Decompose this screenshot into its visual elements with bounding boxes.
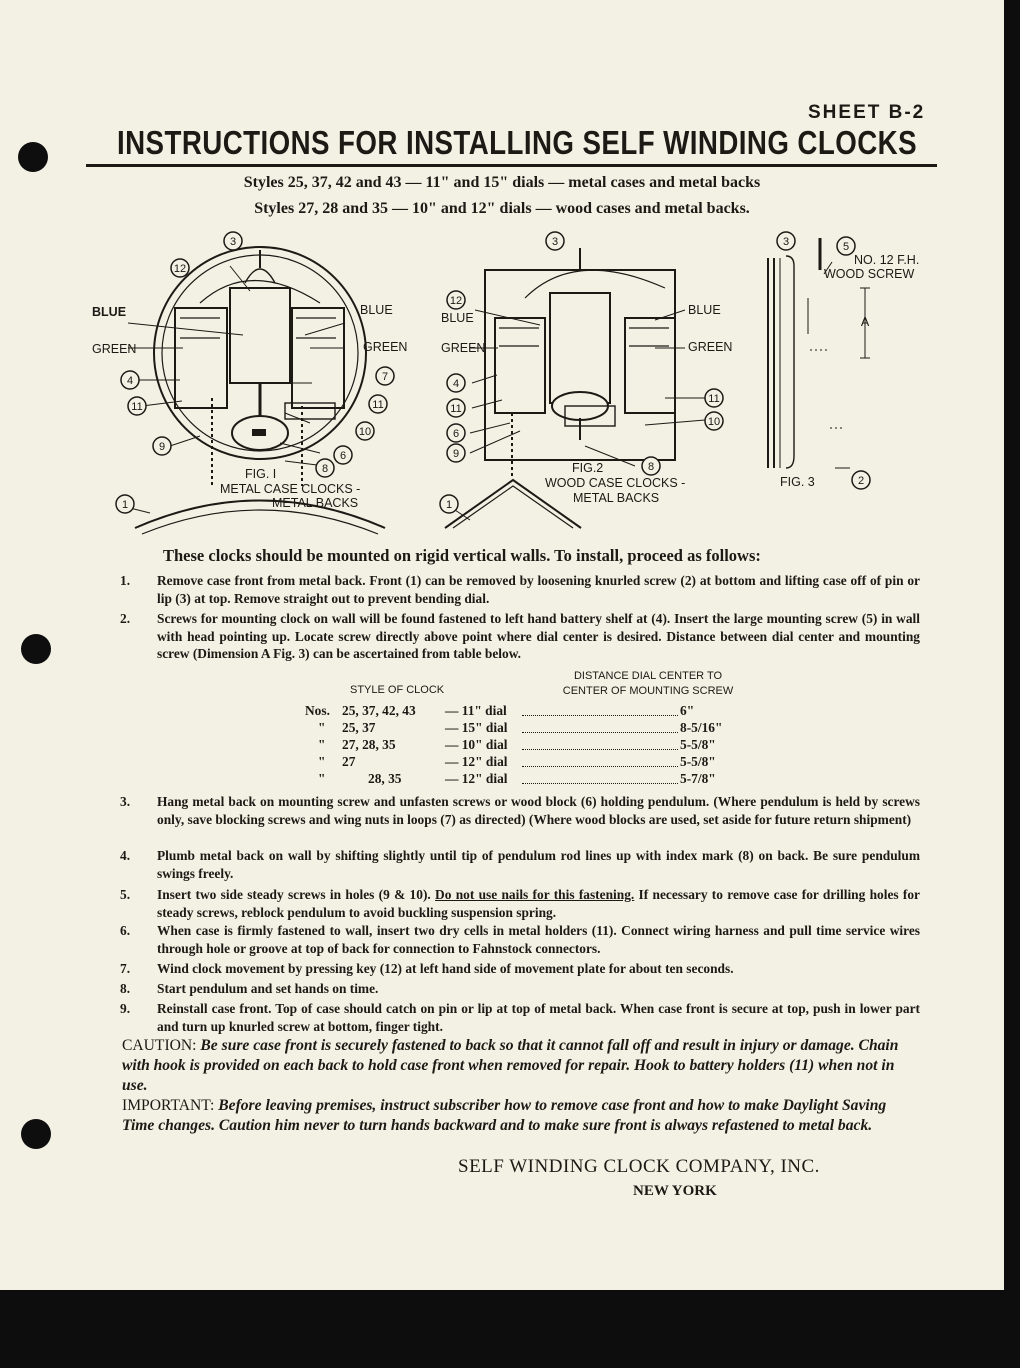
installation-diagram xyxy=(80,228,940,540)
fig2-blue-label-left: BLUE xyxy=(441,311,474,325)
svg-text:12: 12 xyxy=(449,295,463,307)
callout-8 xyxy=(642,457,660,475)
svg-text:1: 1 xyxy=(121,499,129,511)
callout-12 xyxy=(447,291,465,309)
step-5: 5. Insert two side steady screws in holes (9 & 10). Do not use nails for this fastening. If necessary to remove case for drilling holes for steady screws, reblock pendulum to avoid buckling suspension spring. xyxy=(120,887,920,920)
step-2: 2. Screws for mounting clock on wall will be found fastened to left hand battery shelf at (4). Insert the large mounting screw (5) in wall with head pointing up. Locate screw directly above point where dial center is desired. Distance between dial center and mounting screw (Dimension A Fig. 3) can be ascertained from table below. xyxy=(120,611,920,662)
fig1-caption-1: FIG. I xyxy=(245,467,277,481)
svg-text:3: 3 xyxy=(782,236,790,248)
company-city: NEW YORK xyxy=(633,1183,717,1199)
callout-11 xyxy=(128,397,146,415)
fig2-caption-2: WOOD CASE CLOCKS - xyxy=(545,476,686,490)
fig2-green-label-right: GREEN xyxy=(688,340,733,354)
svg-text:10: 10 xyxy=(707,416,721,428)
svg-text:6: 6 xyxy=(339,450,347,462)
svg-text:11: 11 xyxy=(372,399,384,411)
svg-text:9: 9 xyxy=(158,441,166,453)
callout-8 xyxy=(316,459,334,477)
styles-line-1: Styles 25, 37, 42 and 43 — 11" and 15" dials — metal cases and metal backs xyxy=(243,174,761,191)
fig2-green-label-left: GREEN xyxy=(441,341,486,355)
svg-text:10: 10 xyxy=(358,426,372,438)
table-header-distance-2: CENTER OF MOUNTING SCREW xyxy=(562,685,734,697)
svg-text:7: 7 xyxy=(381,371,389,383)
styles-line-2: Styles 27, 28 and 35 — 10" and 12" dials — wood cases and metal backs. xyxy=(254,200,750,217)
step-8: 8. Start pendulum and set hands on time. xyxy=(120,981,379,996)
fig2-caption-3: METAL BACKS xyxy=(573,491,660,505)
svg-text:11: 11 xyxy=(450,403,462,415)
fig3-screw-label-2: WOOD SCREW xyxy=(824,267,915,281)
step-1: 1. Remove case front from metal back. Front (1) can be removed by loosening knurled screw (2) at bottom and lifting case off of pin or lip (3) at top. Remove straight out to prevent bending dial. xyxy=(120,573,920,606)
fig1-green-label-right: GREEN xyxy=(363,340,408,354)
callout-3 xyxy=(224,232,242,250)
callout-10 xyxy=(356,422,374,440)
fig3-dimension-a: A xyxy=(860,315,870,329)
caution-note: CAUTION: Be sure case front is securely fastened to back so that it cannot fall off and result in injury or damage. Chain with hook is provided on each back to hold case front when removed for repair. Hook to battery holders (11) when not in use. xyxy=(122,1037,899,1094)
svg-text:11: 11 xyxy=(708,393,720,405)
fig3-caption: FIG. 3 xyxy=(780,475,815,489)
punch-hole xyxy=(18,142,48,172)
table-header-distance-1: DISTANCE DIAL CENTER TO xyxy=(573,670,723,682)
callout-6 xyxy=(447,424,465,442)
callout-11 xyxy=(447,399,465,417)
svg-text:3: 3 xyxy=(229,236,237,248)
callout-4 xyxy=(447,374,465,392)
svg-text:9: 9 xyxy=(452,448,460,460)
callout-7 xyxy=(376,367,394,385)
fig1-green-label-left: GREEN xyxy=(92,342,137,356)
table-header-style: STYLE OF CLOCK xyxy=(350,684,445,696)
callout-10 xyxy=(705,412,723,430)
svg-text:6: 6 xyxy=(452,428,460,440)
fig3-screw-label-1: NO. 12 F.H. xyxy=(854,253,920,267)
fig1-blue-label-right: BLUE xyxy=(360,303,393,317)
svg-text:8: 8 xyxy=(647,461,655,473)
callout-1 xyxy=(116,495,134,513)
callout-4 xyxy=(121,371,139,389)
title-rule xyxy=(86,164,937,167)
svg-text:3: 3 xyxy=(551,236,559,248)
intro-text: These clocks should be mounted on rigid vertical walls. To install, proceed as follows: xyxy=(163,546,761,565)
page-title: INSTRUCTIONS FOR INSTALLING SELF WINDING CLOCKS xyxy=(117,124,917,161)
callout-9 xyxy=(153,437,171,455)
step-3: 3. Hang metal back on mounting screw and unfasten screws or wood block (6) holding pendulum. (Where pendulum is held by screws only, save blocking screws and wing nuts in loops (7) as directed) (Where wood blocks are used, set aside for future return shipment) xyxy=(120,794,920,827)
punch-hole xyxy=(21,1119,51,1149)
fig2-caption-1: FIG.2 xyxy=(572,461,604,475)
svg-text:8: 8 xyxy=(321,463,329,475)
company-name: SELF WINDING CLOCK COMPANY, INC. xyxy=(458,1156,820,1177)
fig1-caption-3: METAL BACKS xyxy=(272,496,359,510)
step-4: 4. Plumb metal back on wall by shifting slightly until tip of pendulum rod lines up with index mark (8) on back. Be sure pendulum swings freely. xyxy=(120,848,920,881)
callout-1 xyxy=(440,495,458,513)
step-7: 7. Wind clock movement by pressing key (12) at left hand side of movement plate for about ten seconds. xyxy=(120,961,734,976)
punch-hole xyxy=(21,634,51,664)
svg-text:1: 1 xyxy=(445,499,453,511)
svg-text:5: 5 xyxy=(842,241,850,253)
callout-11 xyxy=(369,395,387,413)
svg-text:4: 4 xyxy=(126,375,134,387)
callout-5 xyxy=(837,237,855,255)
fig2-blue-label-right: BLUE xyxy=(688,303,721,317)
fig1-blue-label-left: BLUE xyxy=(92,305,127,319)
fig1-caption-2: METAL CASE CLOCKS - xyxy=(220,482,361,496)
callout-12 xyxy=(171,259,189,277)
svg-text:11: 11 xyxy=(131,401,143,413)
callout-6 xyxy=(334,446,352,464)
svg-text:4: 4 xyxy=(452,378,460,390)
step-9: 9. Reinstall case front. Top of case should catch on pin or lip at top of metal back. When case front is secure at top, push in lower part and turn up knurled screw at bottom, finger tight. xyxy=(120,1001,920,1034)
svg-text:12: 12 xyxy=(173,263,187,275)
callout-2 xyxy=(852,471,870,489)
sheet-number: SHEET B-2 xyxy=(808,102,926,123)
callout-3 xyxy=(777,232,795,250)
callout-3 xyxy=(546,232,564,250)
callout-11 xyxy=(705,389,723,407)
step-6: 6. When case is firmly fastened to wall, insert two dry cells in metal holders (11). Connect wiring harness and pull time service wires through hole or groove at top of back for connection to Fahnstock connectors. xyxy=(120,923,920,956)
important-note: IMPORTANT: Before leaving premises, instruct subscriber how to remove case front and how to make Daylight Saving Time changes. Caution him never to turn hands backward and to make sure front is always refastened to metal back. xyxy=(122,1097,887,1134)
svg-text:2: 2 xyxy=(857,475,865,487)
callout-9 xyxy=(447,444,465,462)
